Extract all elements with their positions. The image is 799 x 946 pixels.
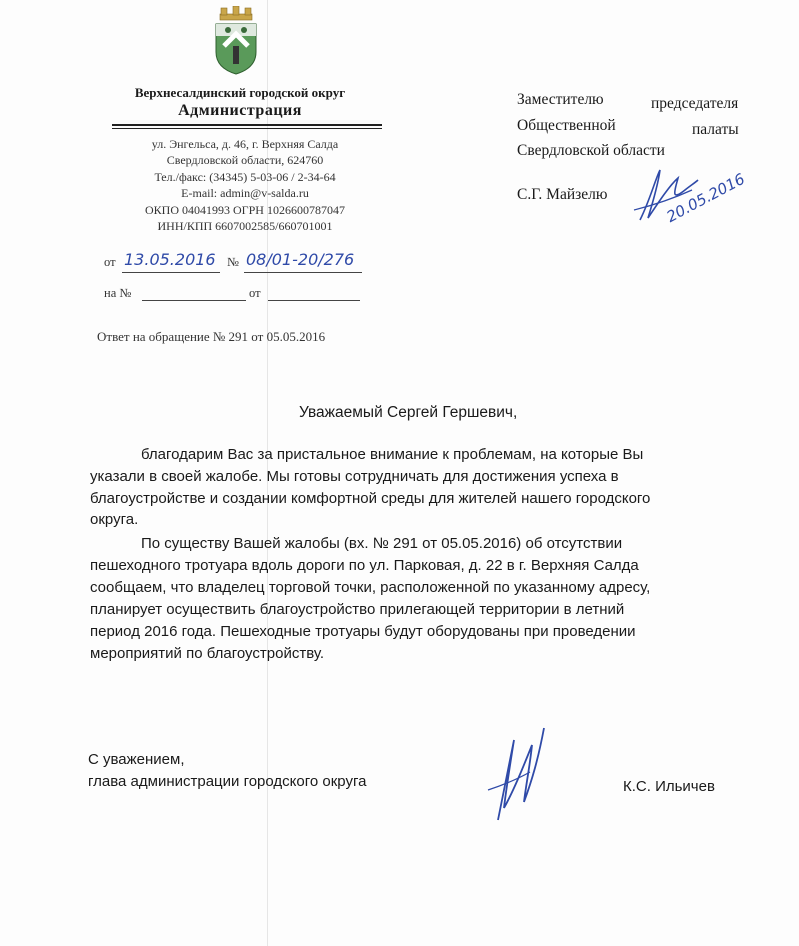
number-label: № xyxy=(227,255,239,269)
received-date: 20.05.2016 xyxy=(663,169,748,226)
addressee-name: С.Г. Майзелю xyxy=(517,186,608,203)
closing-regards: С уважением, xyxy=(88,751,185,768)
reply-reference: Ответ на обращение № 291 от 05.05.2016 xyxy=(97,329,326,344)
coat-of-arms-icon xyxy=(210,6,262,76)
body-line: благодарим Вас за пристальное внимание к проблемам, на которые Вы xyxy=(141,446,644,463)
addressee-line-3: Свердловской области xyxy=(517,142,665,159)
body-line: благоустройстве и создании комфортной среды для жителей нашего городского xyxy=(90,490,651,507)
date-underline xyxy=(122,272,220,273)
on-date-label: от xyxy=(249,286,261,300)
body-line: период 2016 года. Пешеходные тротуары будут оборудованы при проведении xyxy=(90,623,636,640)
body-line: сообщаем, что владелец торговой точки, расположенной по указанному адресу, xyxy=(90,579,651,596)
number-underline xyxy=(244,272,362,273)
inn-line: ИНН/КПП 6607002585/660701001 xyxy=(157,219,333,233)
date-label: от xyxy=(104,255,116,269)
body-line: округа. xyxy=(90,511,139,528)
on-date-underline xyxy=(268,300,360,301)
body-line: указали в своей жалобе. Мы готовы сотрудничать для достижения успеха в xyxy=(90,468,619,485)
address-line: Свердловской области, 624760 xyxy=(166,153,324,167)
org-admin-title: Администрация xyxy=(178,102,302,119)
signature-icon xyxy=(480,720,560,830)
org-name: Верхнесалдинский городской округ xyxy=(134,85,346,100)
body-line: мероприятий по благоустройству. xyxy=(90,645,325,662)
email-line: E-mail: admin@v-salda.ru xyxy=(181,186,309,200)
header-rule xyxy=(112,124,382,126)
addressee-line-2a: Общественной xyxy=(517,117,616,134)
okpo-line: ОКПО 04041993 ОГРН 1026600787047 xyxy=(145,203,345,217)
on-number-label: на № xyxy=(104,286,132,300)
body-line: планирует осуществить благоустройство прилегающей территории в летний xyxy=(90,601,625,618)
body-line: По существу Вашей жалобы (вх. № 291 от 05.05.2016) об отсутствии xyxy=(141,535,623,552)
addressee-line-2b: палаты xyxy=(692,121,739,138)
salutation: Уважаемый Сергей Гершевич, xyxy=(299,404,518,421)
on-number-underline xyxy=(142,300,246,301)
outgoing-date: 13.05.2016 xyxy=(124,250,216,269)
signer-name: К.С. Ильичев xyxy=(623,778,715,795)
phone-line: Тел./факс: (34345) 5-03-06 / 2-34-64 xyxy=(154,170,336,184)
addressee-line-1a: Заместителю xyxy=(517,91,604,108)
header-rule-thin xyxy=(112,128,382,129)
outgoing-number: 08/01-20/276 xyxy=(246,250,355,269)
address-line: ул. Энгельса, д. 46, г. Верхняя Салда xyxy=(151,137,339,151)
addressee-line-1b: председателя xyxy=(651,95,739,112)
body-line: пешеходного тротуара вдоль дороги по ул. Парковая, д. 22 в г. Верхняя Салда xyxy=(90,557,639,574)
signer-position: глава администрации городского округа xyxy=(88,773,367,790)
